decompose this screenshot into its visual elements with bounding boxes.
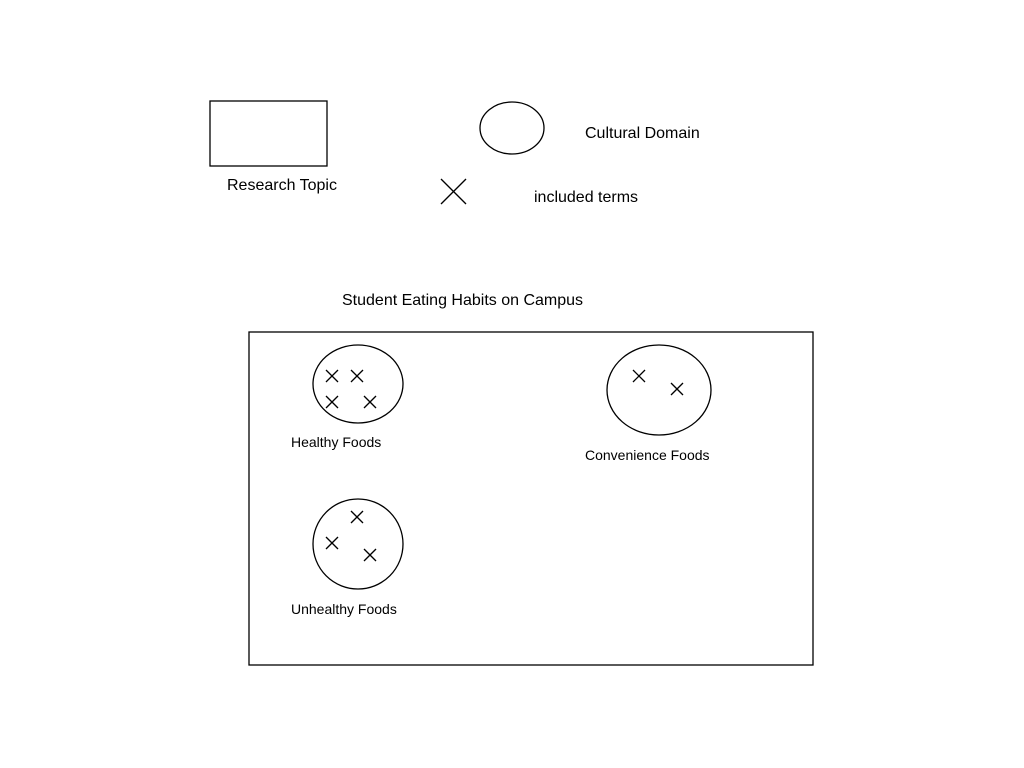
domain-label-healthy-foods: Healthy Foods (291, 434, 382, 450)
domain-oval-healthy-foods (313, 345, 403, 423)
legend-research-topic-label: Research Topic (227, 177, 337, 194)
term-x-icon (351, 370, 363, 382)
diagram-title: Student Eating Habits on Campus (342, 292, 584, 309)
term-x-icon (633, 370, 645, 382)
legend-included-terms-label: included terms (534, 189, 639, 206)
term-x-icon (364, 396, 376, 408)
term-x-icon (326, 537, 338, 549)
legend-cultural-domain-oval (480, 102, 544, 154)
domain-label-unhealthy-foods: Unhealthy Foods (291, 601, 397, 617)
legend-included-term-x-icon (441, 179, 466, 204)
domain-oval-convenience-foods (607, 345, 711, 435)
legend-cultural-domain-label: Cultural Domain (585, 125, 700, 142)
term-x-icon (671, 383, 683, 395)
term-x-icon (326, 396, 338, 408)
term-x-icon (364, 549, 376, 561)
term-x-icon (351, 511, 363, 523)
term-x-icon (326, 370, 338, 382)
legend-research-topic-box (210, 101, 327, 166)
domain-label-convenience-foods: Convenience Foods (585, 447, 710, 463)
domain-oval-unhealthy-foods (313, 499, 403, 589)
